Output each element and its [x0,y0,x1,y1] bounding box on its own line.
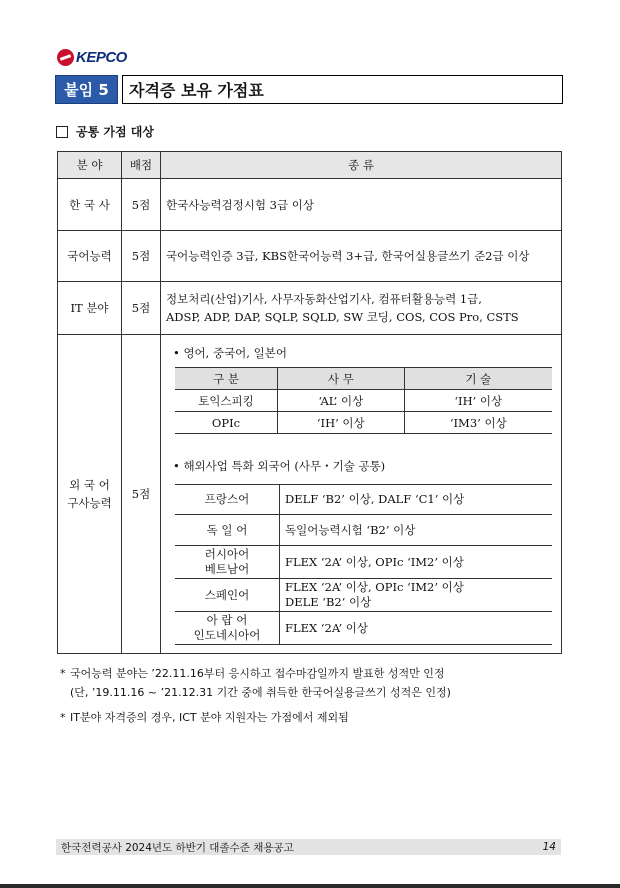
language-detail-cell [161,335,562,654]
lang-name-line: 프랑스어 [204,492,250,506]
sub-cell: ‘IH’ 이상 [278,412,405,434]
sub-cell: OPIc [175,412,278,434]
asterisk-icon: * [60,711,66,724]
group-title-special: • 해외사업 특화 외국어 (사무・기술 공통) [173,459,386,473]
logo-text: KEPCO [76,48,127,66]
kinds-cell: 국어능력인증 3급, KBS한국어능력 3+급, 한국어실용글쓰기 준2급 이상 [161,231,562,282]
section-heading-text: 공통 가점 대상 [76,125,154,139]
footnotes [60,664,451,727]
category-line: 구사능력 [67,496,112,510]
footnote-text-continued: (단, ’19.11.16 ~ ’21.12.31 기간 중에 취득한 한국어실용글쓰기 성적은 인정) [70,686,451,699]
kinds-line: ADSP, ADP, DAP, SQLP, SQLD, SW 코딩, COS, COS Pro, CSTS [166,310,519,324]
lang-name-line: 베트남어 [204,562,250,576]
lang-value-line: FLEX ‘2A’ 이상 [285,620,368,635]
kinds-cell: 한국사능력검정시험 3급 이상 [161,179,562,231]
lang-row [175,546,552,579]
sub-header: 기 술 [404,368,552,390]
kinds-line: 정보처리(산업)기사, 사무자동화산업기사, 컴퓨터활용능력 1급, [166,292,482,306]
category-cell: 한 국 사 [58,179,122,231]
page-title: 자격증 보유 가점표 [122,75,563,104]
sub-cell: ‘IH’ 이상 [404,390,552,412]
lang-name-line: 스페인어 [204,587,250,602]
lang-value-line: DELF ‘B2’ 이상, DALF ‘C1’ 이상 [285,492,465,506]
sub-cell: 토익스피킹 [175,390,278,412]
kepco-logo [57,48,127,66]
category-line: 외 국 어 [69,478,110,492]
sub-cell: ‘AL’ 이상 [278,390,405,412]
lang-value [280,515,553,546]
sub-row [175,412,552,434]
footnote [60,664,451,683]
lang-value-line: DELE ‘B2’ 이상 [285,595,372,609]
lang-value-line: FLEX ‘2A’ 이상, OPIc ‘IM2’ 이상 [285,580,464,594]
page-number: 14 [542,841,556,853]
lang-value [280,579,553,612]
lang-name-line: 독 일 어 [206,522,248,537]
footnote-text: 국어능력 분야는 ’22.11.16부터 응시하고 접수마감일까지 발표한 성적만 인정 [70,667,445,680]
sub-header: 구 분 [175,368,278,390]
points-cell: 5점 [122,179,161,231]
sub-header: 사 무 [278,368,405,390]
lang-name-line: 인도네시아어 [193,628,261,642]
attachment-tag: 붙임 5 [55,75,118,104]
english-score-table [175,367,552,434]
square-bullet-icon [56,126,68,138]
lang-name [175,546,280,579]
category-cell [58,335,122,654]
lang-name [175,485,280,515]
lang-row [175,515,552,546]
header-points: 배점 [122,152,161,179]
certificate-points-table [57,151,562,654]
lang-value-line: FLEX ‘2A’ 이상, OPIc ‘IM2’ 이상 [285,554,464,569]
footnote [60,708,451,727]
sub-header-row [175,368,552,390]
kinds-cell [161,282,562,335]
page-footer [56,839,561,855]
sub-row [175,390,552,412]
lang-value-line: 독일어능력시험 ‘B2’ 이상 [285,522,416,537]
table-row-language [58,335,562,654]
lang-name [175,612,280,645]
table-header-row [58,152,562,179]
table-row [58,179,562,231]
points-cell: 5점 [122,282,161,335]
points-cell: 5점 [122,231,161,282]
lang-row [175,485,552,515]
header-category: 분 야 [58,152,122,179]
category-cell: IT 분야 [58,282,122,335]
table-row [58,282,562,335]
lang-name [175,515,280,546]
special-language-table [175,484,552,645]
page-title-row [55,75,563,104]
bottom-border [0,884,620,888]
lang-row [175,612,552,645]
lang-name-line: 아 랍 어 [206,613,248,627]
footnote-text: IT분야 자격증의 경우, ICT 분야 지원자는 가점에서 제외됨 [70,711,349,724]
lang-name-line: 러시아어 [204,547,250,561]
lang-row [175,579,552,612]
lang-name [175,579,280,612]
section-heading [56,123,154,140]
lang-value [280,485,553,515]
footer-text: 한국전력공사 2024년도 하반기 대졸수준 채용공고 [61,841,294,854]
asterisk-icon: * [60,667,66,680]
points-cell: 5점 [122,335,161,654]
header-kinds: 종 류 [161,152,562,179]
table-row [58,231,562,282]
lang-value [280,546,553,579]
kepco-logo-icon [57,49,74,66]
category-cell: 국어능력 [58,231,122,282]
group-title-english: • 영어, 중국어, 일본어 [173,346,287,360]
lang-value [280,612,553,645]
sub-cell: ‘IM3’ 이상 [404,412,552,434]
